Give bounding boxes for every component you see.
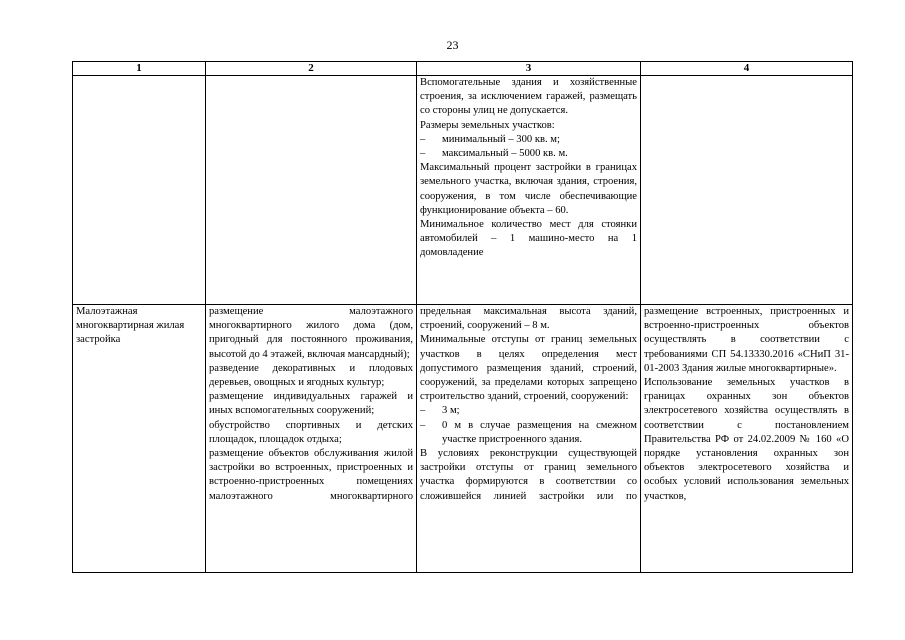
dash-list-item: [420, 133, 637, 147]
list-item-text: 0 м в случае размещения на смежном участке пристроенного здания.: [442, 419, 637, 445]
table-cell: [417, 305, 641, 573]
dash-mark: –: [420, 405, 426, 417]
paragraph: предельная максимальная высота зданий, строений, сооружений – 8 м.: [420, 306, 637, 332]
dash-mark: –: [420, 148, 426, 160]
paragraph: размещение объектов обслуживания жилой застройки во встроенных, пристроенных и встроенно-пристроенных помещениях малоэтажного многоквартирного: [209, 448, 413, 502]
table-cell: [73, 76, 206, 305]
paragraph: размещение малоэтажного многоквартирного жилого дома (дом, пригодный для постоянного проживания, высотой до 4 этажей, включая мансардный);: [209, 306, 413, 360]
table-cell: [417, 76, 641, 305]
paragraph: обустройство спортивных и детских площадок, площадок отдыха;: [209, 419, 413, 445]
column-header-2: 2: [206, 62, 417, 76]
table-cell: [641, 305, 853, 573]
dash-list-item: [420, 147, 637, 161]
paragraph: Использование земельных участков в границах охранных зон объектов электросетевого хозяйства осуществлять в соответствии с постановлением Правительства РФ от 24.02.2009 № 160 «О порядке установления охранных зон объектов электросетевого хозяйства и особых условий использования земельных участков,: [644, 377, 849, 502]
dash-mark: –: [420, 419, 426, 431]
land-use-type: Малоэтажная многоквартирная жилая застройка: [76, 306, 185, 346]
paragraph: Минимальное количество мест для стоянки автомобилей – 1 машино-место на 1 домовладение: [420, 219, 637, 259]
table-cell: [641, 76, 853, 305]
paragraph: В условиях реконструкции существующей застройки отступы от границ земельного участка формируются в соответствии со сложившейся линией застройки или по: [420, 448, 637, 502]
paragraph: размещение индивидуальных гаражей и иных вспомогательных сооружений;: [209, 391, 413, 417]
regulations-table: [72, 61, 853, 573]
table-cell: [73, 305, 206, 573]
paragraph: разведение декоративных и плодовых деревьев, овощных и ягодных культур;: [209, 362, 413, 389]
column-header-1: 1: [73, 62, 206, 76]
dash-list-item: [420, 404, 637, 418]
table-row: [73, 76, 853, 305]
column-header-4: 4: [641, 62, 853, 76]
paragraph: размещение встроенных, пристроенных и встроенно-пристроенных объектов осуществлять в соответствии с требованиями СП 54.13330.2016 «СНиП 31-01-2003 Здания жилые многоквартирные».: [644, 306, 849, 374]
list-item-text: 3 м;: [442, 405, 460, 417]
list-item-text: минимальный – 300 кв. м;: [442, 133, 560, 145]
table-row: [73, 305, 853, 573]
page-number: 23: [446, 38, 459, 52]
paragraph: Максимальный процент застройки в границах земельного участка, включая здания, строения, сооружения, в том числе обеспечивающие функционирование объекта – 60.: [420, 162, 637, 216]
table-cell: [206, 76, 417, 305]
list-item-text: максимальный – 5000 кв. м.: [442, 148, 568, 160]
table-cell: [206, 305, 417, 573]
dash-mark: –: [420, 133, 426, 145]
paragraph: Размеры земельных участков:: [420, 119, 555, 131]
paragraph: Вспомогательные здания и хозяйственные строения, за исключением гаражей, размещать со стороны улиц не допускается.: [420, 77, 637, 117]
paragraph: Минимальные отступы от границ земельных участков в целях определения мест допустимого размещения зданий, строений, сооружений, за пределами которых запрещено строительство зданий, строений, сооружений:: [420, 334, 637, 403]
table-header-row: [73, 62, 853, 76]
dash-list-item: [420, 419, 637, 447]
column-header-3: 3: [417, 62, 641, 76]
